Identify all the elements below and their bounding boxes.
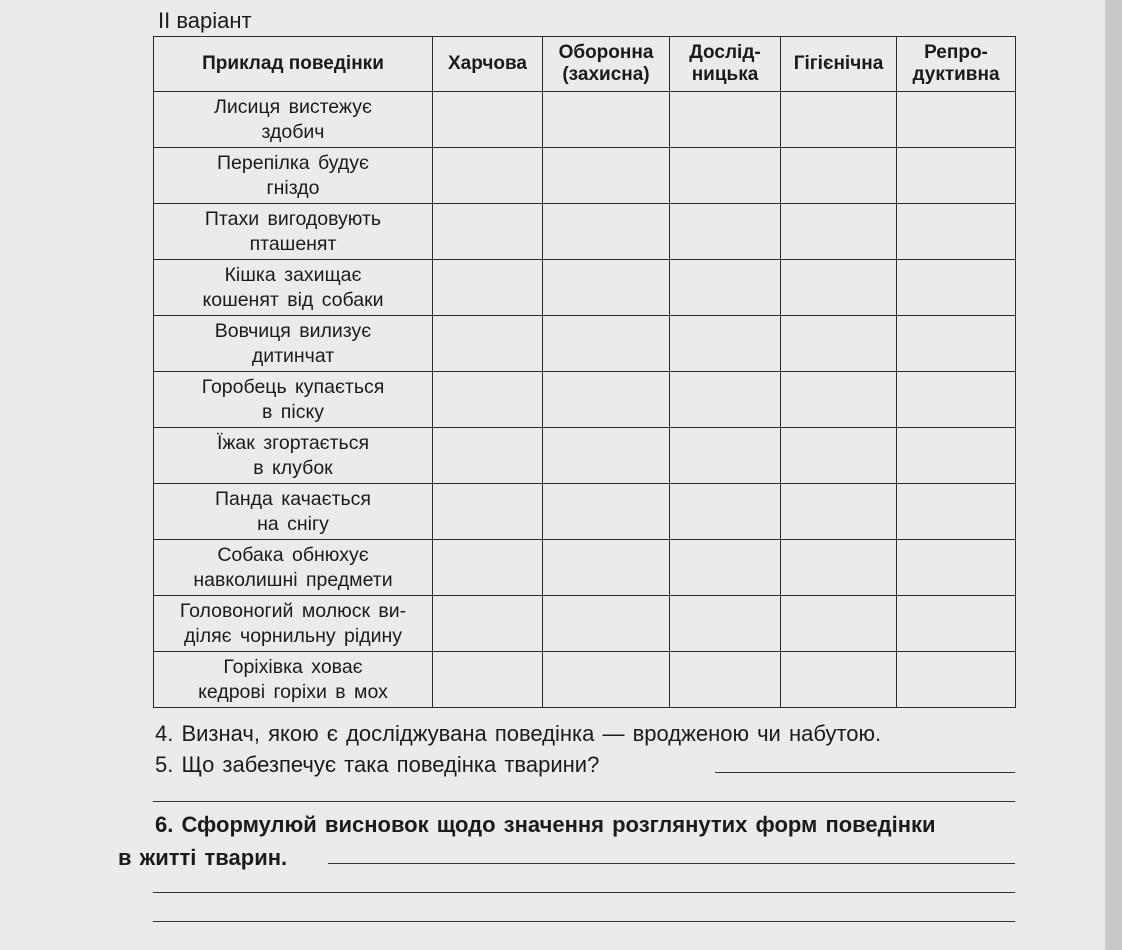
header-exploratory: Дослід- ницька (670, 37, 781, 92)
answer-cell[interactable] (781, 484, 897, 540)
answer-cell[interactable] (897, 92, 1016, 148)
answer-cell[interactable] (897, 372, 1016, 428)
answer-cell[interactable] (897, 204, 1016, 260)
header-food: Харчова (433, 37, 543, 92)
answer-line-5a[interactable] (715, 772, 1015, 773)
table-header-row (154, 37, 1016, 92)
example-cell: Панда качається на снігу (154, 484, 433, 540)
answer-cell[interactable] (781, 92, 897, 148)
answer-line-5b[interactable] (153, 801, 1015, 802)
answer-line-6c[interactable] (153, 921, 1015, 922)
table-row (154, 260, 1016, 316)
answer-cell[interactable] (781, 316, 897, 372)
answer-cell[interactable] (543, 260, 670, 316)
answer-cell[interactable] (781, 596, 897, 652)
answer-cell[interactable] (433, 204, 543, 260)
answer-cell[interactable] (543, 92, 670, 148)
example-cell: Горіхівка ховає кедрові горіхи в мох (154, 652, 433, 708)
question-6: 6. Сформулюй висновок щодо значення розглянутих форм поведінки (155, 812, 936, 837)
example-cell: Кішка захищає кошенят від собаки (154, 260, 433, 316)
table-row (154, 484, 1016, 540)
example-cell: Птахи вигодовують пташенят (154, 204, 433, 260)
table-row (154, 428, 1016, 484)
answer-cell[interactable] (670, 372, 781, 428)
answer-cell[interactable] (781, 260, 897, 316)
example-cell: Собака обнюхує навколишні предмети (154, 540, 433, 596)
table-row (154, 92, 1016, 148)
answer-cell[interactable] (543, 596, 670, 652)
table-row (154, 372, 1016, 428)
header-defensive: Оборонна (захисна) (543, 37, 670, 92)
answer-cell[interactable] (543, 540, 670, 596)
answer-line-6a[interactable] (328, 863, 1015, 864)
answer-cell[interactable] (897, 484, 1016, 540)
behavior-table (153, 36, 1016, 708)
answer-cell[interactable] (433, 148, 543, 204)
answer-cell[interactable] (543, 204, 670, 260)
answer-cell[interactable] (543, 652, 670, 708)
answer-cell[interactable] (670, 92, 781, 148)
answer-cell[interactable] (781, 148, 897, 204)
answer-cell[interactable] (543, 428, 670, 484)
answer-cell[interactable] (670, 652, 781, 708)
answer-cell[interactable] (897, 652, 1016, 708)
table-row (154, 652, 1016, 708)
answer-cell[interactable] (670, 596, 781, 652)
answer-cell[interactable] (670, 260, 781, 316)
answer-cell[interactable] (670, 316, 781, 372)
answer-cell[interactable] (543, 148, 670, 204)
answer-cell[interactable] (433, 260, 543, 316)
table-row (154, 204, 1016, 260)
answer-cell[interactable] (897, 428, 1016, 484)
answer-cell[interactable] (433, 92, 543, 148)
example-cell: Лисиця вистежує здобич (154, 92, 433, 148)
answer-cell[interactable] (543, 372, 670, 428)
answer-cell[interactable] (897, 316, 1016, 372)
answer-cell[interactable] (897, 596, 1016, 652)
answer-cell[interactable] (433, 484, 543, 540)
page-edge (1105, 0, 1122, 950)
answer-cell[interactable] (897, 260, 1016, 316)
header-reproductive: Репро- дуктивна (897, 37, 1016, 92)
table-row (154, 316, 1016, 372)
answer-cell[interactable] (781, 540, 897, 596)
answer-cell[interactable] (433, 316, 543, 372)
answer-cell[interactable] (670, 540, 781, 596)
question-6-cont: в житті тварин. (118, 845, 288, 870)
header-example: Приклад поведінки (154, 37, 433, 92)
variant-heading: II варіант (158, 8, 252, 33)
answer-cell[interactable] (670, 484, 781, 540)
answer-cell[interactable] (670, 204, 781, 260)
table-row (154, 148, 1016, 204)
example-cell: Вовчиця вилизує дитинчат (154, 316, 433, 372)
answer-cell[interactable] (433, 428, 543, 484)
example-cell: Горобець купається в піску (154, 372, 433, 428)
question-4: 4. Визнач, якою є досліджувана поведінка — вродженою чи набутою. (155, 721, 882, 746)
answer-cell[interactable] (670, 148, 781, 204)
example-cell: Головоногий молюск ви- діляє чорнильну рідину (154, 596, 433, 652)
answer-cell[interactable] (433, 372, 543, 428)
answer-cell[interactable] (433, 540, 543, 596)
table-row (154, 540, 1016, 596)
answer-cell[interactable] (543, 484, 670, 540)
answer-line-6b[interactable] (153, 892, 1015, 893)
answer-cell[interactable] (433, 596, 543, 652)
answer-cell[interactable] (781, 652, 897, 708)
example-cell: Їжак згортається в клубок (154, 428, 433, 484)
answer-cell[interactable] (781, 204, 897, 260)
answer-cell[interactable] (670, 428, 781, 484)
answer-cell[interactable] (433, 652, 543, 708)
header-hygienic: Гігієнічна (781, 37, 897, 92)
answer-cell[interactable] (781, 428, 897, 484)
answer-cell[interactable] (543, 316, 670, 372)
table-row (154, 596, 1016, 652)
question-5: 5. Що забезпечує така поведінка тварини? (155, 752, 600, 777)
answer-cell[interactable] (897, 540, 1016, 596)
answer-cell[interactable] (781, 372, 897, 428)
example-cell: Перепілка будує гніздо (154, 148, 433, 204)
answer-cell[interactable] (897, 148, 1016, 204)
